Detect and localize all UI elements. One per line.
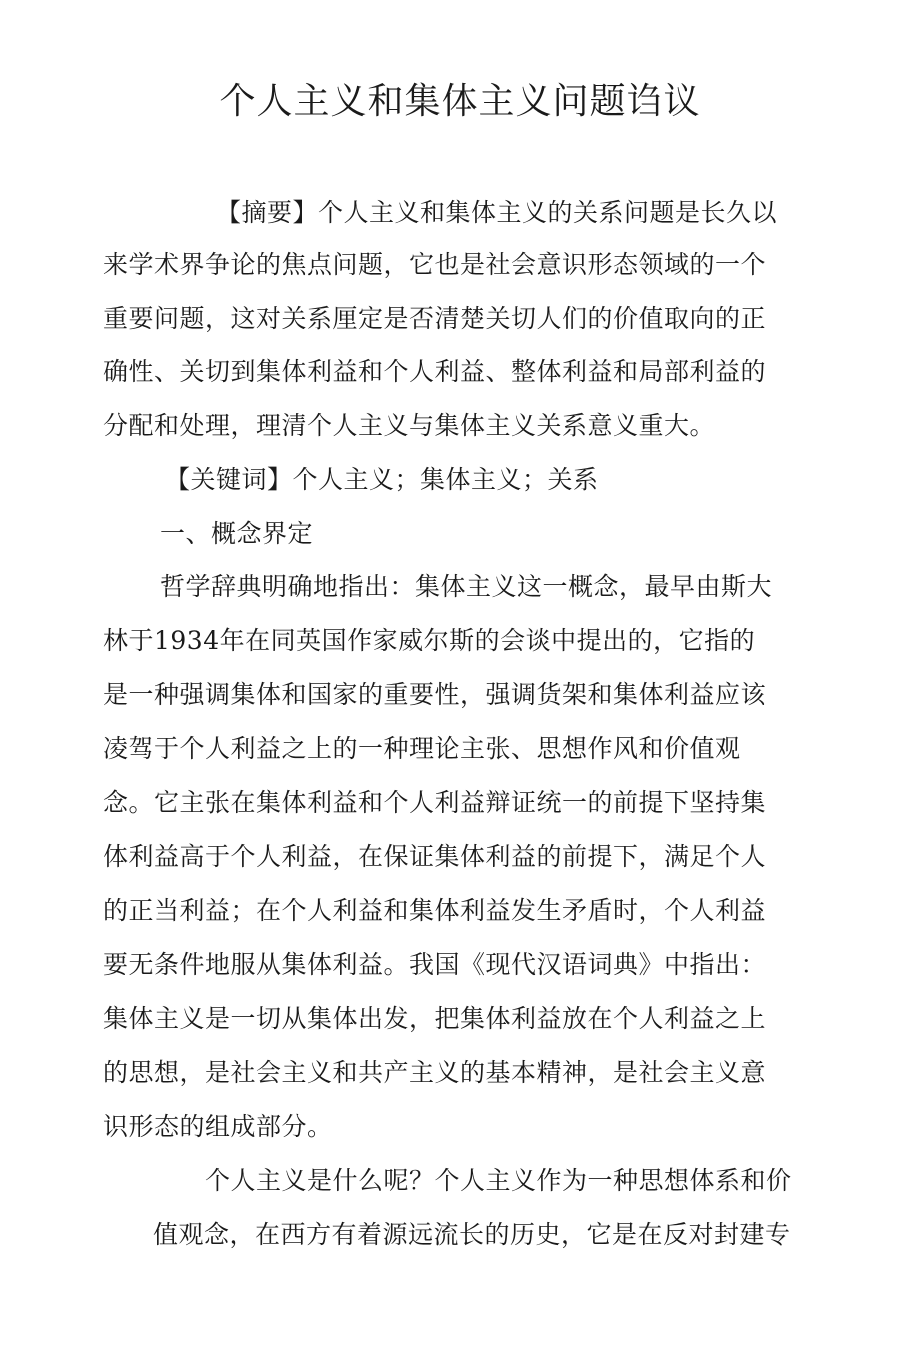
paragraph-line: 是一种强调集体和国家的重要性，强调货架和集体利益应该 xyxy=(103,680,767,709)
abstract-line: 来学术界争论的焦点问题，它也是社会意识形态领域的一个 xyxy=(103,250,767,279)
document-title: 个人主义和集体主义问题诌议 xyxy=(219,81,701,122)
paragraph-line: 体利益高于个人利益，在保证集体利益的前提下，满足个人 xyxy=(103,842,767,871)
paragraph-line: 林于1934年在同英国作家威尔斯的会谈中提出的，它指的 xyxy=(103,626,756,655)
paragraph-line: 凌驾于个人利益之上的一种理论主张、思想作风和价值观 xyxy=(103,734,741,763)
keywords-line: 【关键词】个人主义；集体主义；关系 xyxy=(165,465,599,494)
paragraph-line: 要无条件地服从集体利益。我国《现代汉语词典》中指出： xyxy=(103,950,767,979)
paragraph-line: 个人主义是什么呢？个人主义作为一种思想体系和价 xyxy=(205,1166,792,1195)
section-heading: 一、概念界定 xyxy=(160,519,314,548)
abstract-line: 确性、关切到集体利益和个人利益、整体利益和局部利益的 xyxy=(103,357,767,386)
paragraph-line: 哲学辞典明确地指出：集体主义这一概念，最早由斯大 xyxy=(160,572,773,601)
paragraph-line: 集体主义是一切从集体出发，把集体利益放在个人利益之上 xyxy=(103,1004,767,1033)
abstract-line: 分配和处理，理清个人主义与集体主义关系意义重大。 xyxy=(103,411,716,440)
paragraph-line: 的正当利益；在个人利益和集体利益发生矛盾时，个人利益 xyxy=(103,896,767,925)
paragraph-line: 值观念，在西方有着源远流长的历史，它是在反对封建专 xyxy=(153,1220,791,1249)
paragraph-line: 识形态的组成部分。 xyxy=(103,1112,333,1141)
paragraph-line: 的思想，是社会主义和共产主义的基本精神，是社会主义意 xyxy=(103,1058,767,1087)
abstract-line: 重要问题，这对关系厘定是否清楚关切人们的价值取向的正 xyxy=(103,304,767,333)
paragraph-line: 念。它主张在集体利益和个人利益辩证统一的前提下坚持集 xyxy=(103,788,767,817)
abstract-line: 【摘要】个人主义和集体主义的关系问题是长久以 xyxy=(216,198,778,227)
